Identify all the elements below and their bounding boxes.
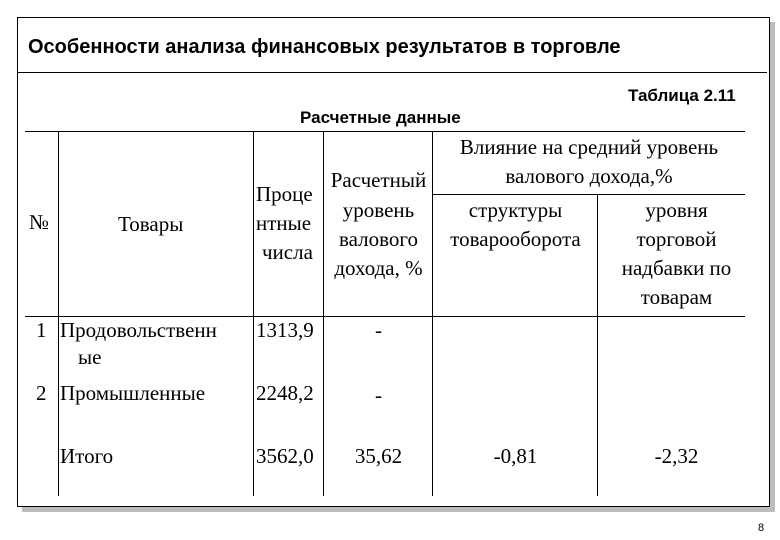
column-divider: [323, 131, 324, 496]
header-calc-line-4: дохода, %: [334, 256, 423, 280]
page-number: 8: [758, 522, 765, 534]
column-divider: [58, 131, 59, 496]
title-divider: [18, 72, 767, 73]
header-percent-line-1: Проце: [256, 182, 313, 206]
row-2-goods: Промышленные: [60, 381, 206, 405]
header-markup-line-1: уровня: [645, 198, 708, 222]
column-divider: [597, 194, 598, 496]
header-markup-line-3: надбавки по: [621, 256, 732, 280]
header-structure-line-1: структуры: [468, 198, 563, 222]
row-2-num: 2: [36, 381, 47, 405]
header-markup-line-4: товарам: [640, 285, 713, 309]
total-percent: 3562,0: [256, 444, 314, 468]
total-goods: Итого: [60, 444, 114, 468]
header-influence-line-1: Влияние на средний уровень: [459, 135, 719, 159]
row-1-num: 1: [36, 318, 47, 342]
influence-subheader-border: [432, 194, 745, 195]
row-1-percent: 1313,9: [256, 318, 314, 342]
column-divider: [253, 131, 254, 496]
row-1-calc: -: [375, 318, 382, 342]
header-num: №: [29, 210, 50, 234]
total-structure: -0,81: [493, 444, 538, 468]
header-structure-line-2: товарооборота: [450, 227, 581, 251]
table-number: Таблица 2.11: [628, 86, 736, 105]
slide-title: Особенности анализа финансовых результатов в торговле: [28, 36, 621, 58]
row-2-calc: -: [375, 383, 382, 407]
table-caption: Расчетные данные: [300, 108, 461, 127]
header-markup-line-2: торговой: [636, 227, 717, 251]
total-markup: -2,32: [654, 444, 699, 468]
row-2-percent: 2248,2: [256, 381, 314, 405]
total-calc: 35,62: [354, 444, 403, 468]
row-1-goods-line-2: ые: [78, 345, 102, 369]
header-calc-line-3: валового: [339, 227, 418, 251]
table-top-border: [25, 131, 745, 132]
header-influence-line-2: валового дохода,%: [505, 164, 673, 188]
column-divider: [432, 131, 433, 496]
header-percent-line-2: нтные: [256, 211, 312, 235]
row-1-goods-line-1: Продовольственн: [60, 318, 217, 342]
header-calc-line-2: уровень: [342, 198, 415, 222]
header-calc-line-1: Расчетный: [330, 168, 427, 192]
header-percent-line-3: числа: [262, 240, 313, 264]
header-goods: Товары: [118, 212, 184, 236]
